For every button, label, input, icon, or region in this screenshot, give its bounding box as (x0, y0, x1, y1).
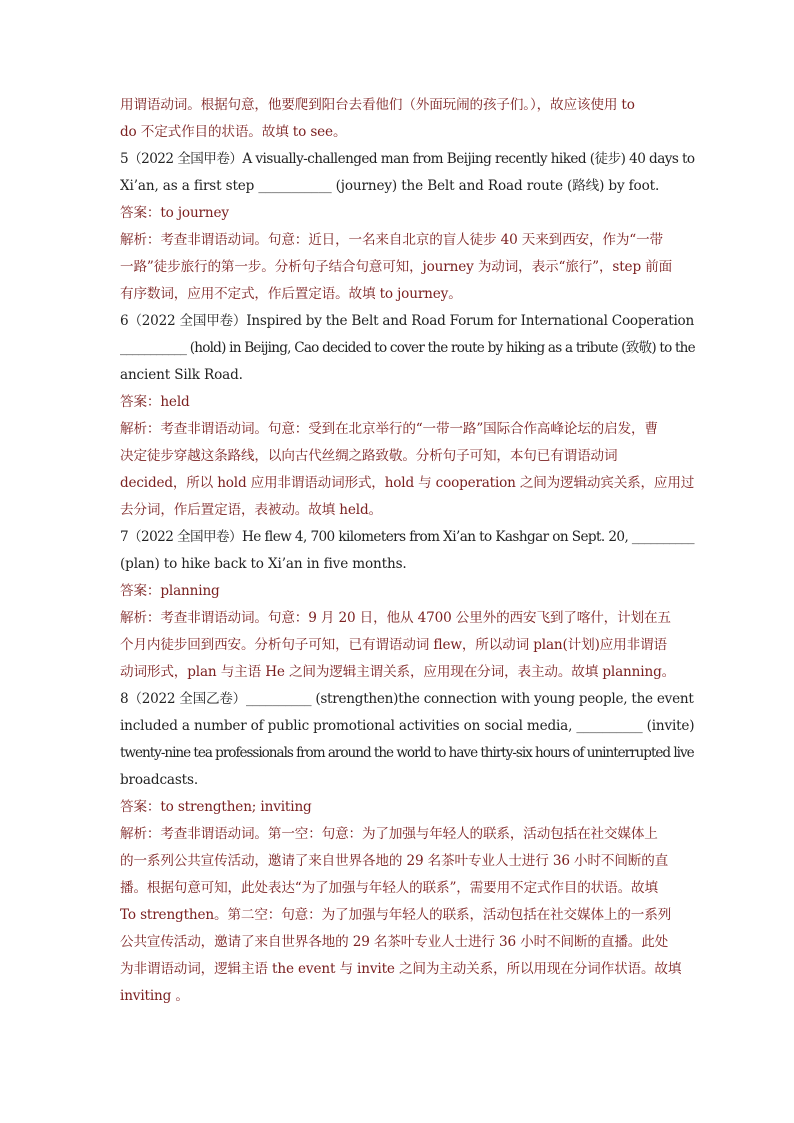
question-text: twenty-nine tea professionals from around the world to have thirty-six hours of uninterrupted live (120, 745, 694, 761)
text-line (120, 794, 680, 821)
text-line (120, 956, 680, 983)
analysis-text: 答案：held (120, 394, 190, 410)
analysis-text: 决定徒步穿越这条路线，以向古代丝绸之路致敬。分析句子可知，本句已有谓语动词 (120, 448, 618, 464)
question-text: ancient Silk Road. (120, 367, 243, 383)
text-line (120, 173, 680, 200)
analysis-text: do 不定式作目的状语。故填 to see。 (120, 124, 347, 140)
analysis-text: To strengthen。第二空：句意：为了加强与年轻人的联系，活动包括在社交媒体上的一系列 (120, 907, 672, 923)
text-line (120, 443, 680, 470)
analysis-text: 去分词，作后置定语，表被动。故填 held。 (120, 502, 382, 518)
analysis-text: decided，所以 hold 应用非谓语动词形式，hold 与 cooperation 之间为逻辑动宾关系，应用过 (120, 475, 695, 491)
text-line (120, 389, 680, 416)
text-line (120, 470, 695, 497)
analysis-text: 解析：考查非谓语动词。句意：受到在北京举行的“一带一路”国际合作高峰论坛的启发，曹 (120, 421, 658, 437)
question-text: broadcasts. (120, 772, 198, 788)
analysis-text: 动词形式，plan 与主语 He 之间为逻辑主谓关系，应用现在分词，表主动。故填 planning。 (120, 664, 676, 680)
text-line (120, 146, 695, 173)
text-line (120, 578, 680, 605)
question-text: 7（2022 全国甲卷）He flew 4, 700 kilometers from Xi’an to Kashgar on Sept. 20, __________ (120, 529, 694, 545)
text-line (120, 902, 680, 929)
analysis-text: 答案：to strengthen; inviting (120, 799, 312, 815)
text-line (120, 551, 680, 578)
text-line (120, 362, 680, 389)
question-text: (plan) to hike back to Xi’an in five months. (120, 556, 407, 572)
question-text: 6（2022 全国甲卷）Inspired by the Belt and Road Forum for International Cooperation (120, 313, 695, 329)
analysis-text: 解析：考查非谓语动词。第一空：句意：为了加强与年轻人的联系，活动包括在社交媒体上 (120, 826, 658, 842)
text-line (120, 281, 680, 308)
text-line (120, 632, 680, 659)
text-line (120, 119, 680, 146)
text-line (120, 335, 695, 362)
analysis-text: 有序数词，应用不定式，作后置定语。故填 to journey。 (120, 286, 462, 302)
question-text: ___________ (hold) in Beijing, Cao decided to cover the route by hiking as a tribute (致敬) to the (120, 340, 695, 356)
analysis-text: inviting 。 (120, 988, 189, 1004)
text-line (120, 713, 695, 740)
analysis-text: 的一系列公共宣传活动，邀请了来自世界各地的 29 名茶叶专业人士进行 36 小时不间断的直 (120, 853, 669, 869)
text-line (120, 605, 680, 632)
document-body (120, 92, 695, 1010)
analysis-text: 解析：考查非谓语动词。句意：9 月 20 日，他从 4700 公里外的西安飞到了喀什，计划在五 (120, 610, 671, 626)
text-line (120, 227, 680, 254)
text-line (120, 740, 694, 767)
text-line (120, 848, 680, 875)
question-text: 8（2022 全国乙卷）__________ (strengthen)the connection with young people, the event (120, 691, 694, 707)
question-text: Xi’an, as a first step ___________ (journey) the Belt and Road route (路线) by foot. (120, 178, 660, 194)
text-line (120, 200, 680, 227)
text-line (120, 659, 680, 686)
analysis-text: 一路”徒步旅行的第一步。分析句子结合句意可知，journey 为动词，表示“旅行”，step 前面 (120, 259, 673, 275)
text-line (120, 821, 680, 848)
text-line (120, 416, 680, 443)
text-line (120, 524, 694, 551)
analysis-text: 为非谓语动词，逻辑主语 the event 与 invite 之间为主动关系，所以用现在分词作状语。故填 (120, 961, 682, 977)
analysis-text: 公共宣传活动，邀请了来自世界各地的 29 名茶叶专业人士进行 36 小时不间断的直播。此处 (120, 934, 669, 950)
text-line (120, 254, 680, 281)
text-line (120, 983, 680, 1010)
analysis-text: 个月内徒步回到西安。分析句子可知，已有谓语动词 flew，所以动词 plan(计划)应用非谓语 (120, 637, 667, 653)
text-line (120, 875, 680, 902)
analysis-text: 答案：to journey (120, 205, 229, 221)
analysis-text: 答案：planning (120, 583, 220, 599)
text-line (120, 686, 694, 713)
text-line (120, 308, 695, 335)
text-line (120, 497, 680, 524)
text-line (120, 767, 680, 794)
question-text: included a number of public promotional activities on social media, __________ (invite) (120, 718, 695, 734)
analysis-text: 用谓语动词。根据句意，他要爬到阳台去看他们（外面玩闹的孩子们。），故应该使用 to (120, 97, 635, 113)
text-line (120, 929, 680, 956)
analysis-text: 播。根据句意可知，此处表达“为了加强与年轻人的联系”，需要用不定式作目的状语。故填 (120, 880, 658, 896)
question-text: 5（2022 全国甲卷）A visually-challenged man from Beijing recently hiked (徒步) 40 days to (120, 151, 695, 167)
text-line (120, 92, 680, 119)
analysis-text: 解析：考查非谓语动词。句意：近日，一名来自北京的盲人徒步 40 天来到西安，作为“一带 (120, 232, 663, 248)
